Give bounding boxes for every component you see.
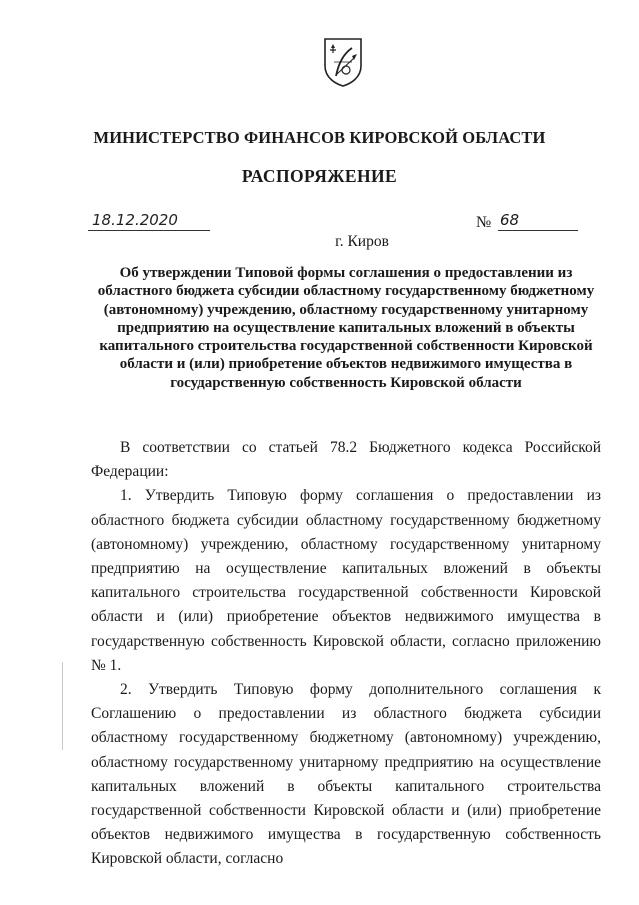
margin-line [62,662,63,750]
document-title: Об утверждении Типовой формы соглашения о предоставлении из областного бюджета субсидии областному государственному бюджетному (автономному) учреждению, областному государственному унитарному предприятию на осуществление капитальных вложений в объекты капитального строительства государственной собственности Кировской области и (или) приобретение объектов недвижимого имущества в государственную собственность Кировской области [97,265,595,391]
kirov-coat-of-arms-icon [322,36,364,88]
paragraph-item-2: 2. Утвердить Типовую форму дополнительного соглашения к Соглашению о предоставлении из областного бюджета субсидии областному государственному бюджетному (автономному) учреждению, областному государственному унитарному предприятию на осуществление капитальных вложений в объекты капитального строительства государственной собственности Кировской области и (или) приобретение объектов недвижимого имущества в государственную собственность Кировской области, согласно [91,681,601,868]
document-date: 18.12.2020 [88,210,210,231]
ministry-name: МИНИСТЕРСТВО ФИНАНСОВ КИРОВСКОЙ ОБЛАСТИ [93,128,546,147]
number-sign: № [476,214,492,231]
document-type: РАСПОРЯЖЕНИЕ [241,166,398,186]
coat-of-arms-graphic [322,36,364,88]
paragraph-item-1: 1. Утвердить Типовую форму соглашения о предоставлении из областного бюджета субсидии областному государственному бюджетному (автономному) учреждению, областному государственному унитарному предприятию на осуществление капитальных вложений в объекты капитального строительства государственной собственности Кировской области и (или) приобретение объектов недвижимого имущества в государственную собственность Кировской области, согласно приложению № 1. [91,487,601,674]
document-number: 68 [498,210,578,231]
document-body [91,436,601,872]
city-line: г. Киров [335,233,389,250]
paragraph-preamble: В соответствии со статьей 78.2 Бюджетного кодекса Российской Федерации: [91,439,601,481]
